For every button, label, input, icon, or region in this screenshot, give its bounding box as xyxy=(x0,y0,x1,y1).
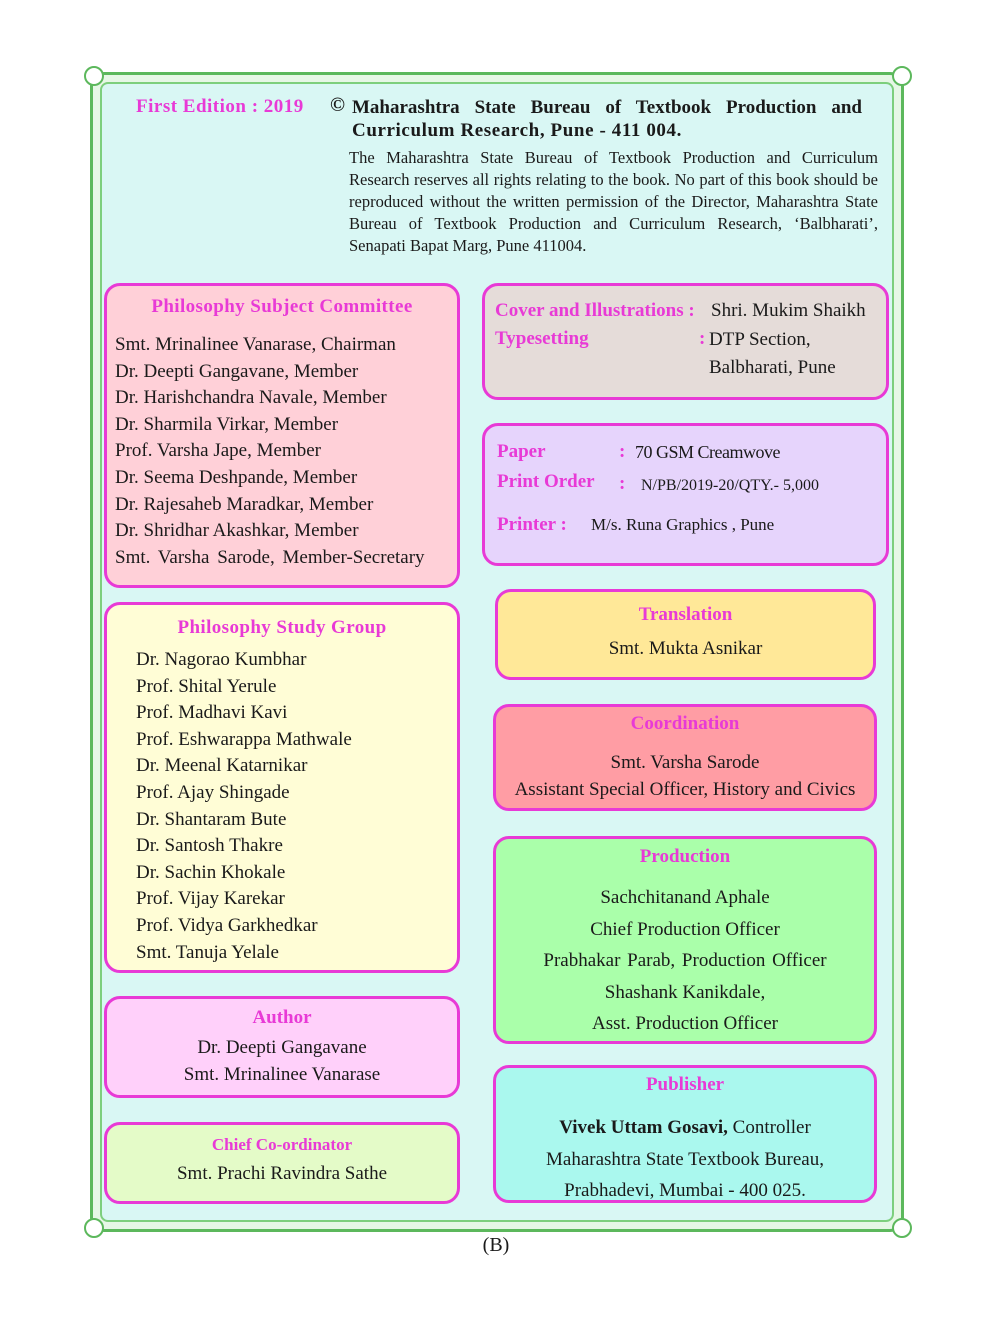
production-line: Chief Production Officer xyxy=(590,918,780,940)
author-box xyxy=(104,996,460,1098)
list-item: Dr. Shantaram Bute xyxy=(136,808,287,830)
production-line: Sachchitanand Aphale xyxy=(600,887,770,908)
print-order-colon: : xyxy=(619,473,626,494)
printer-value: M/s. Runa Graphics , Pune xyxy=(591,515,775,534)
list-item: Dr. Shridhar Akashkar, Member xyxy=(115,520,359,542)
list-item: Dr. Nagorao Kumbhar xyxy=(136,649,307,670)
list-item: Dr. Seema Deshpande, Member xyxy=(115,466,358,488)
paper-value: 70 GSM Creamwove xyxy=(635,442,780,462)
publisher-line2: Maharashtra State Textbook Bureau, xyxy=(546,1148,824,1170)
publisher-lines xyxy=(496,1112,874,1207)
typesetting-colon: : xyxy=(699,328,706,349)
print-details-box xyxy=(482,423,889,566)
print-order-value: N/PB/2019-20/QTY.- 5,000 xyxy=(641,477,819,494)
publisher-role: Controller xyxy=(732,1117,811,1138)
subject-committee-list xyxy=(115,332,457,571)
list-item: Smt. Mrinalinee Vanarase, Chairman xyxy=(115,334,396,355)
page-number: (B) xyxy=(482,1234,510,1256)
author-name: Smt. Mrinalinee Vanarase xyxy=(183,1064,381,1085)
production-title: Production xyxy=(639,846,731,867)
list-item: Prof. Ajay Shingade xyxy=(136,781,290,803)
edition-label: First Edition : 2019 xyxy=(136,96,304,117)
rights-notice: The Maharashtra State Bureau of Textbook Production and Curriculum Research reserves all rights relating to the book. No part of this book should be reproduced without the written permission of the Director, Maharashtra State Bureau of Textbook Production and Curriculum Research, ‘Balbharati’, Senapati Bapat Marg, Pune 411004. xyxy=(349,148,878,255)
coordination-details xyxy=(496,749,874,803)
study-group-title: Philosophy Study Group xyxy=(177,617,387,638)
list-item: Prof. Eshwarappa Mathwale xyxy=(136,728,352,750)
list-item: Smt. Tanuja Yelale xyxy=(136,941,279,963)
list-item: Prof. Vijay Karekar xyxy=(136,888,285,910)
frame-corner-ornament xyxy=(892,66,912,86)
author-names xyxy=(107,1034,457,1088)
publisher-title-line2: Curriculum Research, Pune - 411 004. xyxy=(352,120,682,141)
paper-label: Paper xyxy=(497,441,546,462)
typesetting-value-line1: DTP Section, xyxy=(709,329,811,350)
production-box xyxy=(493,836,877,1044)
subject-committee-title: Philosophy Subject Committee xyxy=(151,296,413,317)
list-item: Prof. Varsha Jape, Member xyxy=(115,440,321,462)
list-item: Dr. Santosh Thakre xyxy=(136,835,283,857)
study-group-list xyxy=(136,647,457,966)
publisher-name: Vivek Uttam Gosavi, xyxy=(559,1117,728,1138)
publisher-line1 xyxy=(496,1112,874,1144)
coordination-box xyxy=(493,704,877,811)
list-item: Prof. Madhavi Kavi xyxy=(136,702,288,724)
subject-committee-box xyxy=(104,283,460,588)
publisher-title-line1: Maharashtra State Bureau of Textbook Production and xyxy=(352,97,862,118)
chief-coordinator-name: Smt. Prachi Ravindra Sathe xyxy=(176,1163,388,1184)
author-name: Dr. Deepti Gangavane xyxy=(197,1037,367,1058)
production-line: Shashank Kanikdale, xyxy=(604,981,766,1003)
frame-corner-ornament xyxy=(84,66,104,86)
coordination-title: Coordination xyxy=(630,713,740,734)
cover-label: Cover and Illustrations : xyxy=(495,300,695,321)
print-order-label: Print Order xyxy=(497,471,595,492)
paper-colon: : xyxy=(619,441,626,462)
list-item: Prof. Vidya Garkhedkar xyxy=(136,914,318,936)
translation-name: Smt. Mukta Asnikar xyxy=(608,638,763,659)
typesetting-value-line2: Balbharati, Pune xyxy=(709,357,836,378)
chief-coordinator-title: Chief Co-ordinator xyxy=(211,1135,353,1154)
list-item: Smt. Varsha Sarode, Member-Secretary xyxy=(115,546,425,568)
coordination-role: Assistant Special Officer, History and Civics xyxy=(514,779,856,800)
list-item: Dr. Sachin Khokale xyxy=(136,861,286,883)
list-item: Dr. Rajesaheb Maradkar, Member xyxy=(115,493,374,515)
list-item: Dr. Sharmila Virkar, Member xyxy=(115,413,339,435)
list-item: Dr. Harishchandra Navale, Member xyxy=(115,387,387,409)
printer-label: Printer : xyxy=(497,514,567,535)
production-line: Asst. Production Officer xyxy=(592,1013,778,1035)
production-lines xyxy=(496,882,874,1040)
cover-typesetting-box xyxy=(482,283,889,400)
production-line: Prabhakar Parab, Production Officer xyxy=(543,950,827,972)
copyright-icon: © xyxy=(330,94,345,116)
translation-title: Translation xyxy=(638,604,733,625)
coordination-name: Smt. Varsha Sarode xyxy=(610,752,760,773)
chief-coordinator-box xyxy=(104,1122,460,1204)
publisher-line3: Prabhadevi, Mumbai - 400 025. xyxy=(564,1180,806,1202)
publisher-title: Publisher xyxy=(645,1074,725,1095)
typesetting-label: Typesetting xyxy=(495,328,589,349)
publisher-box xyxy=(493,1065,877,1203)
translation-box xyxy=(495,589,876,680)
list-item: Prof. Shital Yerule xyxy=(136,675,277,697)
list-item: Dr. Meenal Katarnikar xyxy=(136,755,308,777)
list-item: Dr. Deepti Gangavane, Member xyxy=(115,360,359,382)
cover-value: Shri. Mukim Shaikh xyxy=(711,300,866,321)
author-title: Author xyxy=(252,1007,312,1028)
study-group-box xyxy=(104,602,460,973)
